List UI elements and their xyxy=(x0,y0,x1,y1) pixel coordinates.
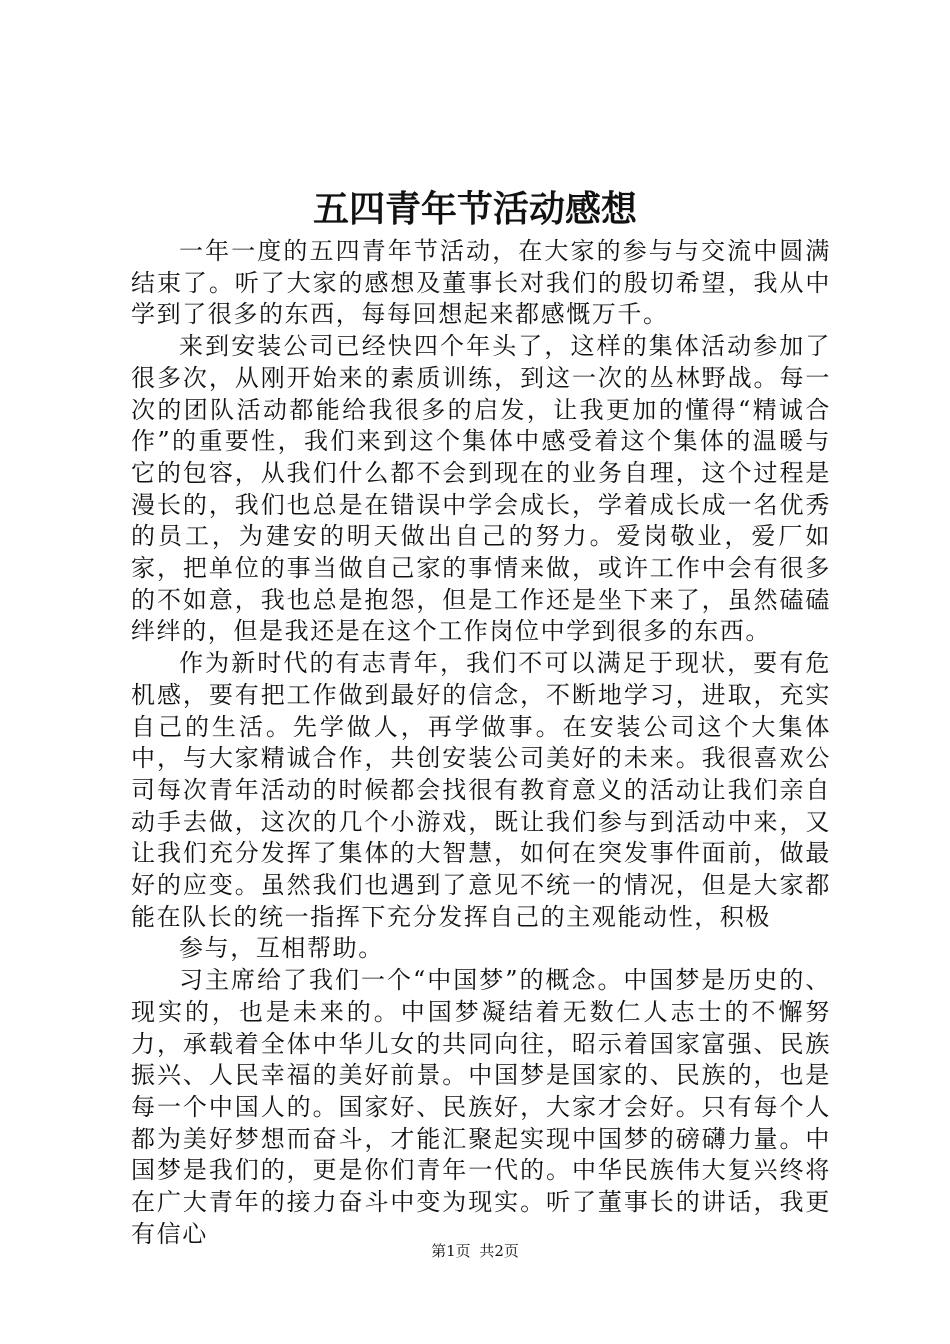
paragraph-3: 作为新时代的有志青年，我们不可以满足于现状，要有危机感，要有把工作做到最好的信念，不断地学习，进取，充实自己的生活。先学做人，再学做事。在安装公司这个大集体中，与大家精诚合作，共创安装公司美好的未来。我很喜欢公司每次青年活动的时候都会找很有教育意义的活动让我们亲自动手去做，这次的几个小游戏，既让我们参与到活动中来，又让我们充分发挥了集体的大智慧，如何在突发事件面前，做最好的应变。虽然我们也遇到了意见不统一的情况，但是大家都能在队长的统一指挥下充分发挥自己的主观能动性，积极 xyxy=(131,649,831,931)
paragraph-4: 习主席给了我们一个“中国梦”的概念。中国梦是历史的、现实的，也是未来的。中国梦凝结着无数仁人志士的不懈努力，承载着全体中华儿女的共同向往，昭示着国家富强、民族振兴、人民幸福的美好前景。中国梦是国家的、民族的，也是每一个中国人的。国家好、民族好，大家才会好。只有每个人都为美好梦想而奋斗，才能汇聚起实现中国梦的磅礴力量。中国梦是我们的，更是你们青年一代的。中华民族伟大复兴终将在广大青年的接力奋斗中变为现实。听了董事长的讲话，我更有信心 xyxy=(131,966,831,1248)
paragraph-3-continued: 参与，互相帮助。 xyxy=(179,934,384,963)
paragraph-1: 一年一度的五四青年节活动，在大家的参与与交流中圆满结束了。听了大家的感想及董事长对我们的殷切希望，我从中学到了很多的东西，每每回想起来都感慨万千。 xyxy=(131,237,831,329)
page-total: 共2页 xyxy=(479,1242,519,1260)
paragraph-2: 来到安装公司已经快四个年头了，这样的集体活动参加了很多次，从刚开始来的素质训练，到这一次的丛林野战。每一次的团队活动都能给我很多的启发，让我更加的懂得“精诚合作”的重要性，我们来到这个集体中感受着这个集体的温暖与它的包容，从我们什么都不会到现在的业务自理，这个过程是漫长的，我们也总是在错误中学会成长，学着成长成一名优秀的员工，为建安的明天做出自己的努力。爱岗敬业，爱厂如家，把单位的事当做自己家的事情来做，或许工作中会有很多的不如意，我也总是抱怨，但是工作还是坐下来了，虽然磕磕绊绊的，但是我还是在这个工作岗位中学到很多的东西。 xyxy=(131,332,831,646)
document-title: 五四青年节活动感想 xyxy=(312,188,637,230)
page-footer xyxy=(0,1240,950,1261)
page-number: 第1页 xyxy=(431,1242,471,1260)
document-body xyxy=(131,236,831,1251)
